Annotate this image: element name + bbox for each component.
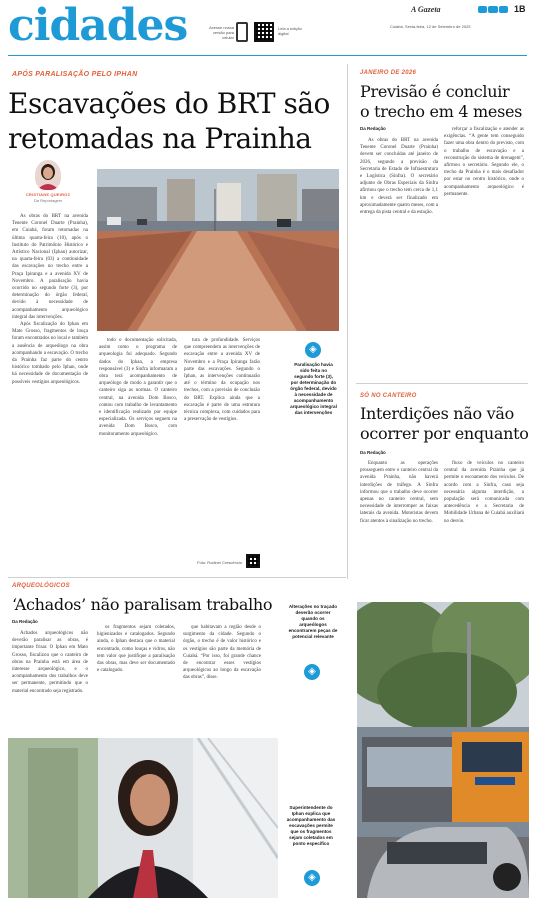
paper-name: A Gazeta (411, 5, 441, 14)
column-divider (347, 64, 348, 579)
side-divider (356, 383, 528, 384)
author-name: CRISTIANE QUEIROZ (25, 192, 71, 197)
masthead-rule (8, 55, 527, 56)
main-col-1 (12, 213, 88, 538)
page-number: 1B (514, 4, 526, 14)
third-col-1-para: Enquanto as operações prosseguem entre o canteiro central da avenida Prainha, não haverá interdições de tráfego. A Sinfra informou que o trabalho deve ocorrer apenas no canteiro central, sem necessidade de interromper as faixas laterais da avenida. Motoristas devem ficar atentos à sinalização no trecho. (360, 461, 438, 524)
phone-icon (236, 22, 248, 42)
credit-qr-icon (246, 554, 260, 568)
side-byline: Da Redação (360, 126, 386, 131)
photo-credit: Foto: Rodinei Crescêncio (197, 560, 242, 565)
edition-date: Cuiabá, Sexta-feira, 12 de Setembro de 2025 (390, 24, 471, 29)
side-headline-line-1: Previsão é concluir (360, 82, 510, 101)
woman-photo (8, 738, 278, 898)
qr-code-icon (254, 22, 274, 42)
achados-col-2-para: os fragmentos sejam coletados, higienizados e catalogados. Segundo ainda, o Iphan destaca que o material encontrado, como louças e vidros, não tem valor que justifique a paralisação das obras, mas deve ser documentado e catalogado. (97, 625, 175, 674)
third-headline (360, 404, 532, 444)
third-col-2-para: fluxo de veículos no canteiro central da avenida Prainha que já permite o escoamento dos veículos. De acordo com a Sinfra, caso seja necessária alguma interdição, a população será comunicada com antecedência e a Secretaria de Mobilidade Urbana de Cuiabá auxiliará no desvio. (444, 461, 524, 524)
main-col-2-para: todo o documentação solicitada, assim como o programa de arqueologia foi adequado. Segundo dados do Iphan, a empresa responsável (3) e Sinfra informaram a obra terá acompanhamento de arqueólogo de modo a garantir que o canteiro siga as normas. O canteiro central, na avenida Dom Bosco, contou com trabalho de levantamento e identificação realizado por equipe especializada. Os serviços seguem na avenida Dom Bosco, com monitoramento arqueológico. (99, 338, 177, 437)
side-col-1-para: As obras do BRT na avenida Tenente Coronel Duarte (Prainha) devem ser concluídas até janeiro de 2026, segundo a previsão da Secretaria de Estado de Infraestrutura e Logística (Sinfra). O secretário adjunto de Obras Especiais da Sinfra afirmou que o trecho tem cerca de 1,1 km e deverá ser finalizado em aproximadamente quatro meses, com a entrega da pista central e da estação. (360, 138, 438, 216)
diamond-icon: ◈ (304, 870, 320, 886)
main-photo-caption: Paralisação havia sido feita no segundo forte (3), por determinação do órgão federal, devido à necessidade de acompanhamento arqueológico integral das intervenções (290, 362, 337, 415)
paper-logo-icon (478, 6, 508, 13)
main-photo (97, 169, 339, 331)
main-col-1-para-2: Após fiscalização do Iphan em Mato Grosso, fragmentos de louça foram encontrados no local e também a ausência de arqueólogo na obra acompanhando a escavação. O trecho da Prainha faz parte do centro histórico tombado pelo Iphan, onde há necessidade de documentação de possíveis vestígios arqueológicos. (12, 322, 88, 385)
third-col-1 (360, 460, 438, 598)
main-headline (8, 86, 348, 156)
diamond-icon: ◈ (304, 664, 320, 680)
side-headline-line-2: o trecho em 4 meses (360, 102, 523, 121)
bus-photo (357, 602, 529, 898)
achados-divider (8, 577, 346, 578)
app-label: Leia a edição digital (278, 26, 302, 36)
third-headline-line-1: Interdições não vão (360, 404, 514, 423)
section-title: cidades (8, 0, 188, 51)
author-avatar (35, 160, 61, 190)
edition-note: Acesse nossa versão para celular (209, 25, 234, 40)
achados-col-1-para: Achados arqueológicos não deverão paralisar as obras, é importante frisar. O Iphan em Mato Grosso, fiscalizou que o canteiro de obras na Prainha está em área de interesse arqueológico, e o acompanhamento dos trabalhos deve ser permanente, permitindo que o material encontrado seja registrado. (12, 631, 88, 694)
main-kicker: APÓS PARALISAÇÃO PELO IPHAN (12, 71, 138, 78)
achados-byline: Da Redação (12, 619, 38, 624)
side-col-1 (360, 137, 438, 369)
achados-caption: Alterações no traçado deverão ocorrer quando os arqueólogos encontrarem peças de potencial relevante (288, 604, 338, 639)
achados-col-2 (97, 624, 175, 732)
achados-kicker: ARQUEOLÓGICOS (12, 583, 70, 589)
achados-col-3 (183, 624, 261, 732)
author-role: Da Reportagem (33, 198, 63, 203)
achados-col-3-para: que habitavam a região desde o surgimento da cidade. Segundo o órgão, o trecho é de valor histórico e os vestígios são parte da memória de Cuiabá. “Por isso, foi grande chance de encontrar esses vestígios arqueológicos ao longo da escavação das obras”, disse. (183, 625, 261, 681)
main-col-3-para: tura de profundidade. Serviços que compreendem as intervenções de escavação entre a avenida XV de Novembro e a Praça Ipiranga farão parte das escavações. Segundo o Iphan, as intervenções continuarão até o término da ocupação nos trechos, com a previsão de conclusão do BRT. Explica ainda que a escavação é parte de uma estrutura técnica complexa, com cuidados para a preservação de vestígios. (184, 338, 260, 423)
main-col-3 (184, 337, 260, 549)
side-headline (360, 82, 530, 122)
main-headline-line-2: retomadas na Prainha (8, 122, 312, 155)
main-col-1-para-1: As obras do BRT na avenida Tenente Coronel Duarte (Prainha), em Cuiabá, foram retomadas na última quarta-feira (10), após o Instituto do Patrimônio Histórico e Artístico Nacional (Iphan) autorizar, na quarta-feira (03) a continuidade das escavações no trecho entre a Praça Ipiranga e a avenida XV de Novembro. A paralisação havia ocorrido no segundo forte (3), por determinação do órgão federal, devido à necessidade de acompanhamento arqueológico integral das intervenções. (12, 214, 88, 320)
achados-col-1 (12, 630, 88, 732)
bottom-caption: Superintendente do Iphan explica que acompanhamento das escavações permite que os fragmentos sejam coletados em ponto específico (286, 805, 336, 846)
third-col-2 (444, 460, 524, 598)
third-kicker: SÓ NO CANTEIRO (360, 393, 417, 399)
diamond-icon: ◈ (305, 342, 321, 358)
achados-headline: ‘Achados’ não paralisam trabalho (12, 595, 273, 614)
third-byline: Da Redação (360, 450, 386, 455)
side-col-2 (444, 126, 524, 370)
main-headline-line-1: Escavações do BRT são (8, 87, 330, 120)
side-col-2-para: reforçar a fiscalização e atender as exigências. “A gente tem conseguido fazer uma obra dentro do previsto, com o trabalho de escavação e a reconstrução do sistema de drenagem”, afirmou o secretário. Segundo ele, o trecho da Prainha é o mais desafiador por estar no centro histórico, onde o acompanhamento arqueológico é permanente. (444, 127, 524, 197)
main-col-2 (99, 337, 177, 549)
side-kicker: JANEIRO DE 2026 (360, 70, 417, 76)
third-headline-line-2: ocorrer por enquanto (360, 424, 529, 443)
